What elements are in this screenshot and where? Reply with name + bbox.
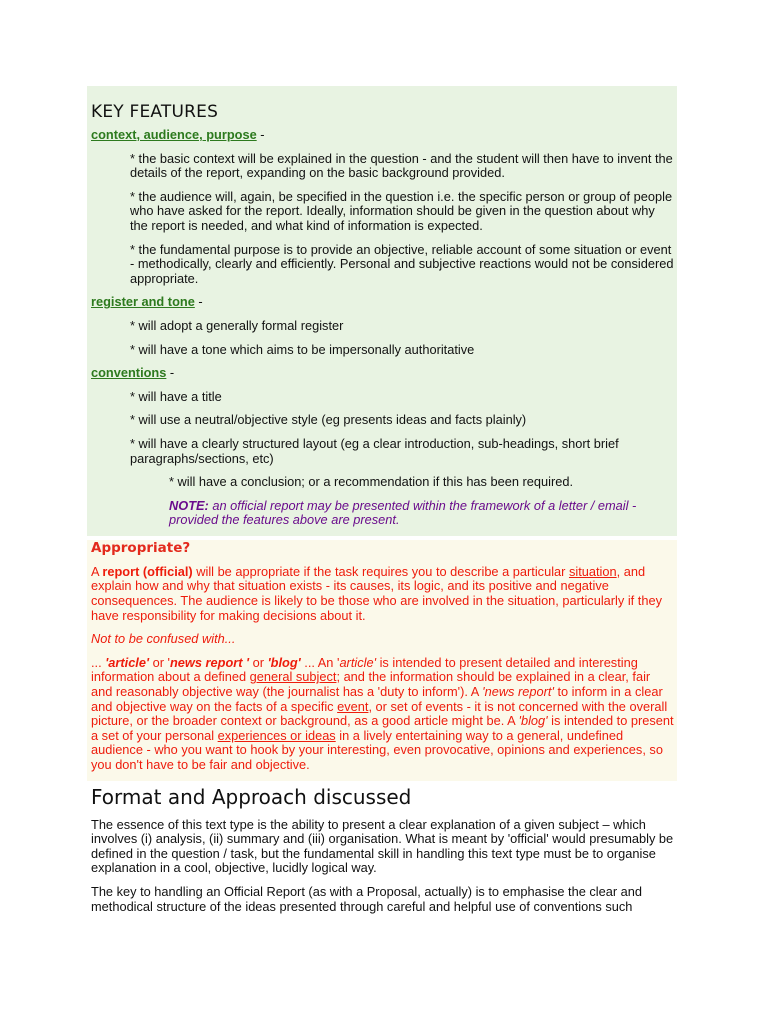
- note-label: NOTE:: [169, 497, 209, 513]
- bullet-title: * will have a title: [130, 388, 222, 404]
- bullet-context: * the basic context will be explained in the question - and the student will then have to invent the details of the report, expanding on the basic background provided.: [130, 150, 673, 181]
- not-confused-text: Not to be confused with...: [91, 631, 236, 647]
- bullet-tone: * will have a tone which aims to be impersonally authoritative: [130, 341, 475, 357]
- bullet-audience: * the audience will, again, be specified in the question i.e. the specific person or group of people who have asked for the report. Ideally, information should be given in the question about why the report is needed, and what kind of information is expected.: [130, 188, 673, 233]
- general-subject-link: general subject: [249, 669, 337, 685]
- bullet-conclusion: * will have a conclusion; or a recommendation if this has been required.: [169, 474, 574, 490]
- event-link: event: [337, 698, 369, 714]
- appropriate-heading: Appropriate?: [91, 539, 191, 556]
- bullet-register: * will adopt a generally formal register: [130, 317, 344, 333]
- section-heading-conventions: conventions -: [91, 365, 175, 381]
- document-content: [91, 100, 675, 923]
- note-text: NOTE: an official report may be presented within the framework of a letter / email - provided the features above are present.: [169, 497, 637, 528]
- bullet-style: * will use a neutral/objective style (eg presents ideas and facts plainly): [130, 412, 527, 428]
- bullet-layout: * will have a clearly structured layout (eg a clear introduction, sub-headings, short brief paragraphs/sections, etc): [130, 435, 619, 466]
- appropriate-paragraph: A report (official) will be appropriate if the task requires you to describe a particular situation, and explain how and why that situation exists - its causes, its logic, and its positive and negative consequences. The audience is likely to be those who are involved in the situation, particularly if they have responsibility for making decisions about it.: [91, 563, 662, 623]
- format-paragraph-1: The essence of this text type is the ability to present a clear explanation of a given subject – which involves (i) analysis, (ii) summary and (iii) organisation. What is meant by 'official' would presumably be defined in the question / task, but the fundamental skill in handling this text type must be to organise explanation in a cool, objective, lucidly logical way.: [91, 816, 674, 876]
- key-features-heading: KEY FEATURES: [91, 102, 219, 122]
- section-heading-context: context, audience, purpose -: [91, 127, 265, 142]
- experiences-link: experiences or ideas: [217, 727, 336, 743]
- format-paragraph-2: The key to handling an Official Report (as with a Proposal, actually) is to emphasise the clear and methodical structure of the ideas presented through careful and helpful use of conventions such: [91, 883, 643, 914]
- comparison-paragraph: ... 'article' or 'news report ' or 'blog' ... An 'article' is intended to present detailed and interesting information about a defined general subject; and the information should be explained in a clear, fair and reasonably objective way (the journalist has a 'duty to inform'). A 'news report' to inform in a clear and objective way on the facts of a specific event, or set of events - it is not concerned with the overall picture, or the broader context or background, as a good article might be. A 'blog' is intended to present a set of your personal experiences or ideas in a lively entertaining way to a general, undefined audience - who you want to hook by your interesting, even provocative, opinions and experiences, so you don't have to be fair and objective.: [91, 654, 674, 772]
- bullet-purpose: * the fundamental purpose is to provide an objective, reliable account of some situation or event - methodically, clearly and efficiently. Personal and subjective reactions would not be considered appropriate.: [130, 241, 674, 286]
- context-audience-purpose-link[interactable]: context, audience, purpose: [91, 127, 257, 142]
- register-and-tone-link[interactable]: register and tone: [91, 294, 195, 310]
- format-heading: Format and Approach discussed: [91, 784, 412, 809]
- section-heading-register: register and tone -: [91, 294, 203, 310]
- conventions-link[interactable]: conventions: [91, 365, 167, 381]
- situation-link: situation: [568, 563, 617, 579]
